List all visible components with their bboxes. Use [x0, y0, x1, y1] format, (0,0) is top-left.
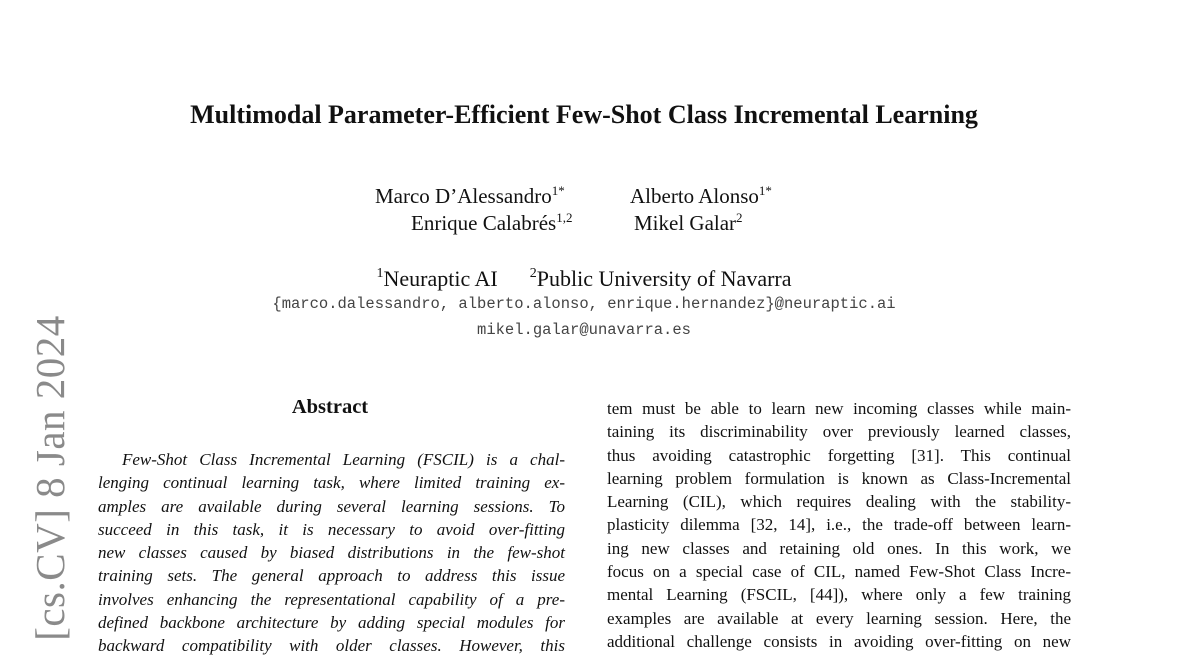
affiliation-name: Neuraptic AI — [383, 266, 498, 291]
abstract-line: amples are available during several learning sessions. To — [98, 496, 565, 516]
abstract-line: defined backbone architecture by adding special modules for — [98, 613, 565, 633]
abstract-line: training sets. The general approach to address this issue — [98, 566, 565, 586]
body-line: ing new classes and retaining old ones. In this work, we — [607, 538, 1071, 558]
body-line: Learning (CIL), which requires dealing with the stability- — [607, 492, 1071, 512]
abstract-line: involves enhancing the representational capability of a pre- — [98, 589, 565, 609]
body-line: taining its discriminability over previously learned classes, — [607, 422, 1071, 442]
abstract-line: lenging continual learning task, where limited training ex- — [98, 473, 565, 493]
affiliation-name: Public University of Navarra — [536, 266, 792, 291]
body-line: tem must be able to learn new incoming classes while main- — [607, 399, 1071, 418]
body-line: additional challenge consists in avoiding over-fitting on new — [607, 631, 1071, 651]
author-name: Enrique Calabrés — [411, 211, 557, 235]
email-line: mikel.galar@unavarra.es — [477, 321, 691, 339]
body-line: thus avoiding catastrophic forgetting [31]. This continual — [607, 445, 1071, 465]
body-line: examples are available at every learning session. Here, the — [607, 608, 1071, 628]
abstract-line: backward compatibility with older classes. However, this — [98, 636, 565, 656]
email-line: {marco.dalessandro, alberto.alonso, enrique.hernandez}@neuraptic.ai — [272, 295, 896, 313]
author-name: Marco D’Alessandro — [375, 184, 552, 208]
author-3 — [411, 205, 572, 236]
introduction-body — [607, 397, 1071, 653]
author-superscript: 1* — [551, 183, 565, 198]
abstract-heading: Abstract — [291, 396, 369, 418]
abstract-line: new classes caused by biased distributions in the few-shot — [98, 543, 565, 563]
author-name: Mikel Galar — [634, 211, 737, 235]
affiliation-superscript: 2 — [529, 266, 537, 281]
abstract-body — [98, 448, 565, 658]
body-line: mental Learning (FSCIL, [44]), where only a few training — [607, 585, 1071, 605]
body-line: learning problem formulation is known as Class-Incremental — [607, 468, 1071, 488]
author-superscript: 2 — [736, 210, 743, 225]
body-line: plasticity dilemma [32, 14], i.e., the trade-off between learn- — [607, 515, 1071, 535]
affiliations — [0, 260, 1168, 293]
abstract-line: succeed in this task, it is necessary to avoid over-fitting — [98, 519, 565, 539]
paper-title: Multimodal Parameter-Efficient Few-Shot Class Incremental Learning — [190, 100, 978, 129]
body-line: focus on a special case of CIL, named Few-Shot Class Incre- — [607, 562, 1071, 582]
author-superscript: 1* — [758, 183, 772, 198]
affiliation-superscript: 1 — [376, 266, 384, 281]
author-4 — [634, 205, 743, 236]
abstract-line: Few-Shot Class Incremental Learning (FSCIL) is a chal- — [122, 450, 565, 469]
arxiv-stamp: [cs.CV] 8 Jan 2024 — [27, 315, 73, 641]
author-superscript: 1,2 — [556, 210, 573, 225]
author-name: Alberto Alonso — [630, 184, 759, 208]
